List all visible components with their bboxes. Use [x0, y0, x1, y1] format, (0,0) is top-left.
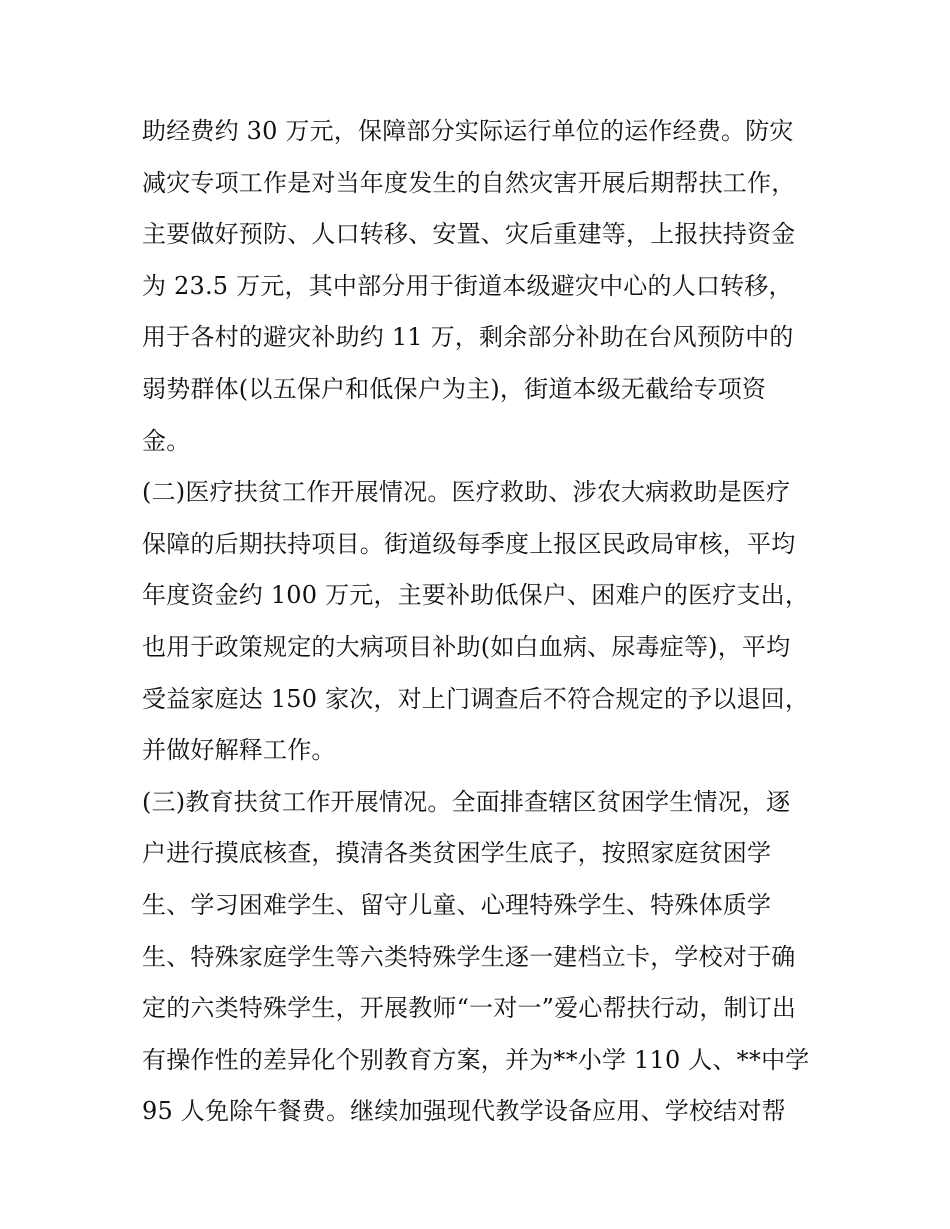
text-line: 助经费约 30 万元，保障部分实际运行单位的运作经费。防灾	[142, 117, 794, 145]
text-line: 年度资金约 100 万元，主要补助低保户、困难户的医疗支出，	[142, 581, 810, 610]
text-line: 弱势群体(以五保户和低保户为主)，街道本级无截给专项资	[142, 374, 767, 403]
document-body	[142, 109, 822, 1141]
text-line: 金。	[142, 426, 191, 455]
text-line: 也用于政策规定的大病项目补助(如白血病、尿毒症等)，平均	[142, 632, 791, 661]
text-line: 并做好解释工作。	[142, 736, 336, 765]
text-line: 户进行摸底核查，摸清各类贫困学生底子，按照家庭贫困学	[142, 839, 772, 868]
text-line: 减灾专项工作是对当年度发生的自然灾害开展后期帮扶工作，	[142, 168, 796, 197]
text-line: 定的六类特殊学生，开展教师“一对一”爱心帮扶行动，制订出	[142, 994, 797, 1023]
section-heading-line: (二)医疗扶贫工作开展情况。医疗救助、涉农大病救助是医疗	[142, 478, 791, 507]
text-line: 95 人免除午餐费。继续加强现代教学设备应用、学校结对帮	[142, 1097, 786, 1126]
text-line: 有操作性的差异化个别教育方案，并为**小学 110 人、**中学	[142, 1045, 810, 1074]
text-line: 受益家庭达 150 家次，对上门调查后不符合规定的予以退回，	[142, 684, 810, 713]
text-line: 主要做好预防、人口转移、安置、灾后重建等，上报扶持资金	[142, 220, 796, 249]
text-line: 用于各村的避灾补助约 11 万，剩余部分补助在台风预防中的	[142, 323, 794, 352]
text-line: 生、特殊家庭学生等六类特殊学生逐一建档立卡，学校对于确	[142, 942, 796, 971]
section-heading-line: (三)教育扶贫工作开展情况。全面排查辖区贫困学生情况，逐	[142, 787, 791, 816]
text-line: 保障的后期扶持项目。街道级每季度上报区民政局审核，平均	[142, 529, 796, 558]
text-line: 生、学习困难学生、留守儿童、心理特殊学生、特殊体质学	[142, 890, 772, 919]
text-line: 为 23.5 万元，其中部分用于街道本级避灾中心的人口转移，	[142, 271, 793, 300]
